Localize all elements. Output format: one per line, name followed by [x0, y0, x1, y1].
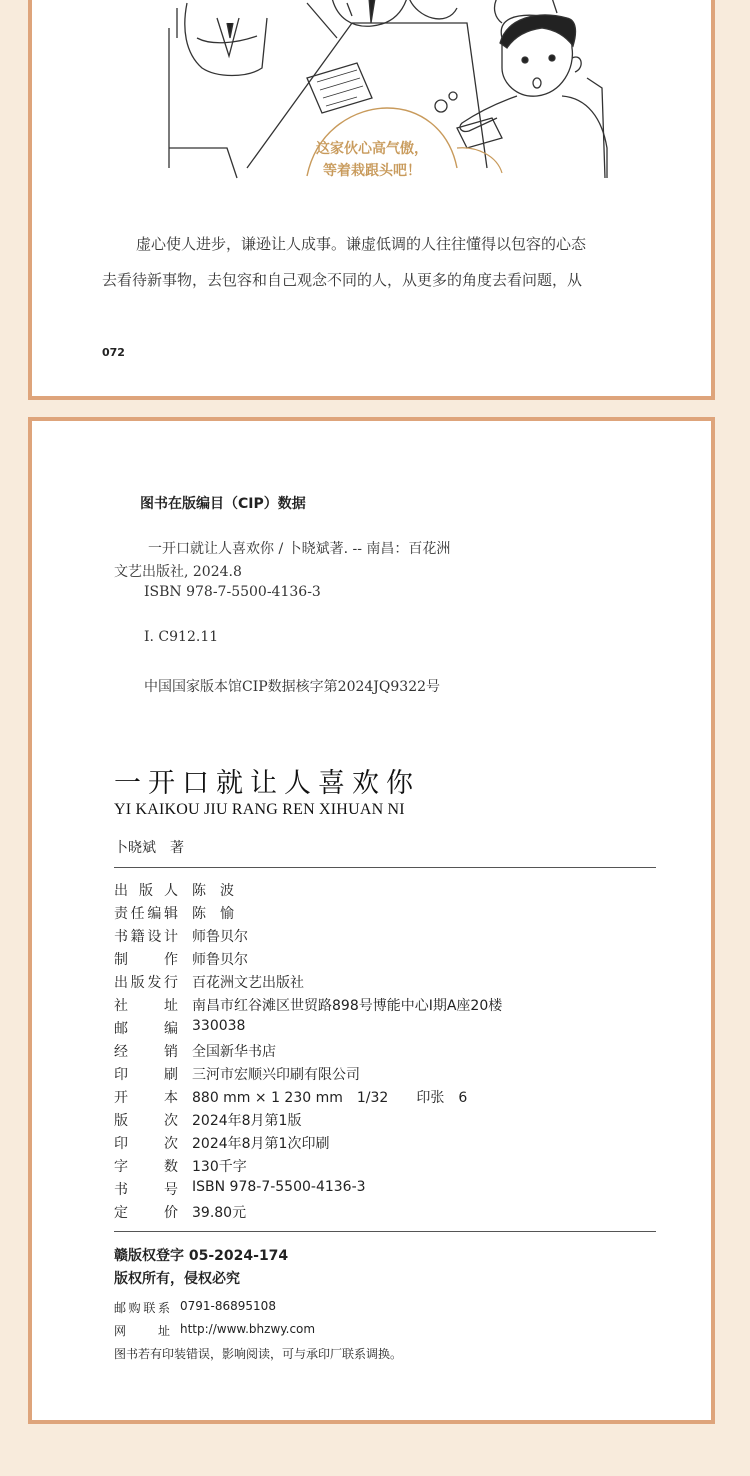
speech-line-1: 这家伙心高气傲，: [316, 141, 428, 157]
colophon-row-word-count: 字数 130千字: [114, 1159, 247, 1175]
colophon-row-edition: 版次 2024年8月第1版: [114, 1113, 302, 1129]
printing-error-notice: 图书若有印装错误，影响阅读，可与承印厂联系调换。: [114, 1347, 403, 1361]
colophon-row-format: 开本 880 mm × 1 230 mm 1/32 印张 6: [114, 1090, 468, 1106]
colophon-row-isbn: 书号 ISBN 978-7-5500-4136-3: [114, 1179, 366, 1198]
body-paragraph-line-2: 去看待新事物，去包容和自己观念不同的人，从更多的角度去看问题，从: [102, 271, 583, 289]
book-page-072: [28, 0, 715, 400]
colophon-row-postcode: 邮编 330038: [114, 1018, 246, 1037]
page-number: 072: [102, 346, 125, 359]
colophon-row-seller: 经销 全国新华书店: [114, 1044, 276, 1060]
book-title-pinyin: YI KAIKOU JIU RANG REN XIHUAN NI: [114, 801, 405, 818]
cip-isbn: ISBN 978-7-5500-4136-3: [144, 584, 321, 600]
mail-order-contact: 邮购联系 0791-86895108: [114, 1299, 276, 1315]
colophon-row-address: 社址 南昌市红谷滩区世贸路898号博能中心Ⅰ期A座20楼: [114, 998, 503, 1014]
copyright-registration: 赣版权登字 05-2024-174: [114, 1248, 289, 1264]
copyright-page: [28, 417, 715, 1424]
colophon-row-printer: 印刷 三河市宏顺兴印刷有限公司: [114, 1067, 360, 1083]
cip-line-2: 文艺出版社, 2024.8: [114, 564, 242, 580]
cip-record-number: 中国国家版本馆CIP数据核字第2024JQ9322号: [144, 679, 441, 695]
book-title: 一开口就让人喜欢你: [114, 768, 420, 799]
cip-classification: Ⅰ. C912.11: [144, 629, 219, 645]
colophon-row-designer: 书籍设计 师鲁贝尔: [114, 929, 248, 945]
cip-line-1: 一开口就让人喜欢你 / 卜晓斌著. -- 南昌：百花洲: [148, 541, 451, 557]
book-author: 卜晓斌 著: [114, 840, 184, 856]
website-row: 网址 http://www.bhzwy.com: [114, 1322, 316, 1338]
colophon-row-production: 制作 师鲁贝尔: [114, 952, 248, 968]
colophon-row-price: 定价 39.80元: [114, 1205, 247, 1221]
colophon-row-distributor: 出版发行 百花洲文艺出版社: [114, 975, 304, 991]
colophon-row-publisher: 出版人 陈 波: [114, 883, 234, 899]
colophon-row-editor: 责任编辑 陈 愉: [114, 906, 234, 922]
website-link[interactable]: http://www.bhzwy.com: [180, 1322, 316, 1336]
divider-top: [114, 867, 656, 868]
cip-heading: 图书在版编目（CIP）数据: [140, 496, 306, 512]
rights-reserved: 版权所有，侵权必究: [114, 1271, 240, 1287]
colophon-row-printing: 印次 2024年8月第1次印刷: [114, 1136, 330, 1152]
speech-bubble: [288, 138, 456, 182]
speech-line-2: 等着栽跟头吧！: [323, 163, 421, 179]
body-paragraph-line-1: 虚心使人进步，谦逊让人成事。谦虚低调的人往往懂得以包容的心态: [136, 235, 587, 253]
divider-bottom: [114, 1231, 656, 1232]
